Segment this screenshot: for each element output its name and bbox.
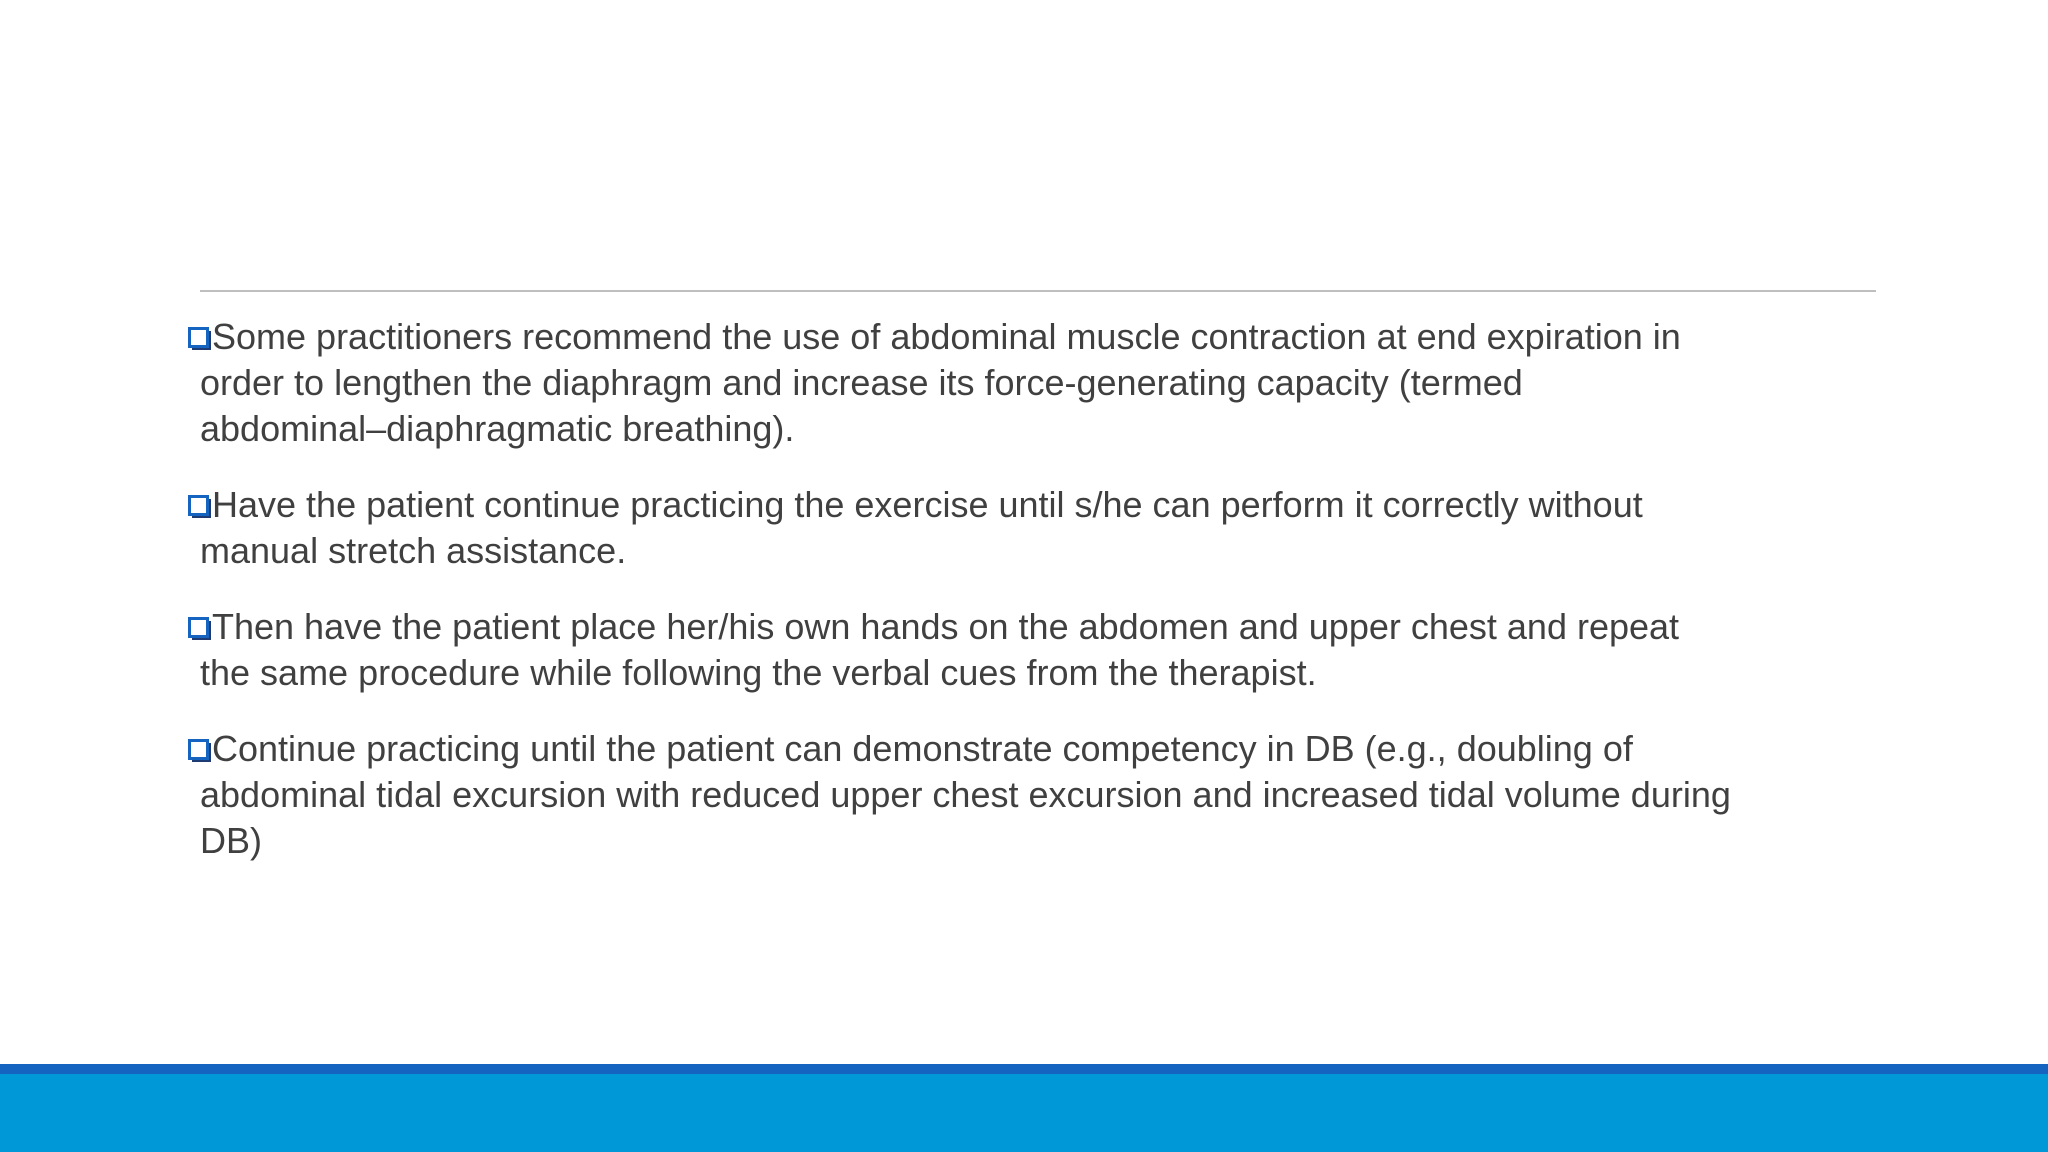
title-divider: [200, 290, 1876, 292]
bullet-item: [188, 726, 1888, 864]
checkbox-icon: [188, 739, 212, 763]
bullet-text: Then have the patient place her/his own hands on the abdomen and upper chest and repeat: [212, 606, 1680, 647]
checkbox-icon: [188, 495, 212, 519]
bullet-text: DB): [200, 820, 262, 861]
bullet-text: the same procedure while following the verbal cues from the therapist.: [200, 652, 1317, 693]
bullet-item: [188, 314, 1888, 452]
checkbox-icon: [188, 327, 212, 351]
bullet-list: [188, 314, 1888, 894]
bullet-text: abdominal tidal excursion with reduced upper chest excursion and increased tidal volume during: [200, 774, 1731, 815]
bullet-item: [188, 482, 1888, 574]
bullet-text: abdominal–diaphragmatic breathing).: [200, 408, 795, 449]
bullet-text: Some practitioners recommend the use of abdominal muscle contraction at end expiration in: [212, 316, 1681, 357]
bullet-text: manual stretch assistance.: [200, 530, 627, 571]
bullet-text: order to lengthen the diaphragm and increase its force-generating capacity (termed: [200, 362, 1523, 403]
footer-band: [0, 1064, 2048, 1152]
footer-accent-stripe: [0, 1064, 2048, 1074]
bullet-text: Continue practicing until the patient can demonstrate competency in DB (e.g., doubling of: [212, 728, 1633, 769]
bullet-text: Have the patient continue practicing the exercise until s/he can perform it correctly without: [212, 484, 1643, 525]
bullet-item: [188, 604, 1888, 696]
checkbox-icon: [188, 617, 212, 641]
